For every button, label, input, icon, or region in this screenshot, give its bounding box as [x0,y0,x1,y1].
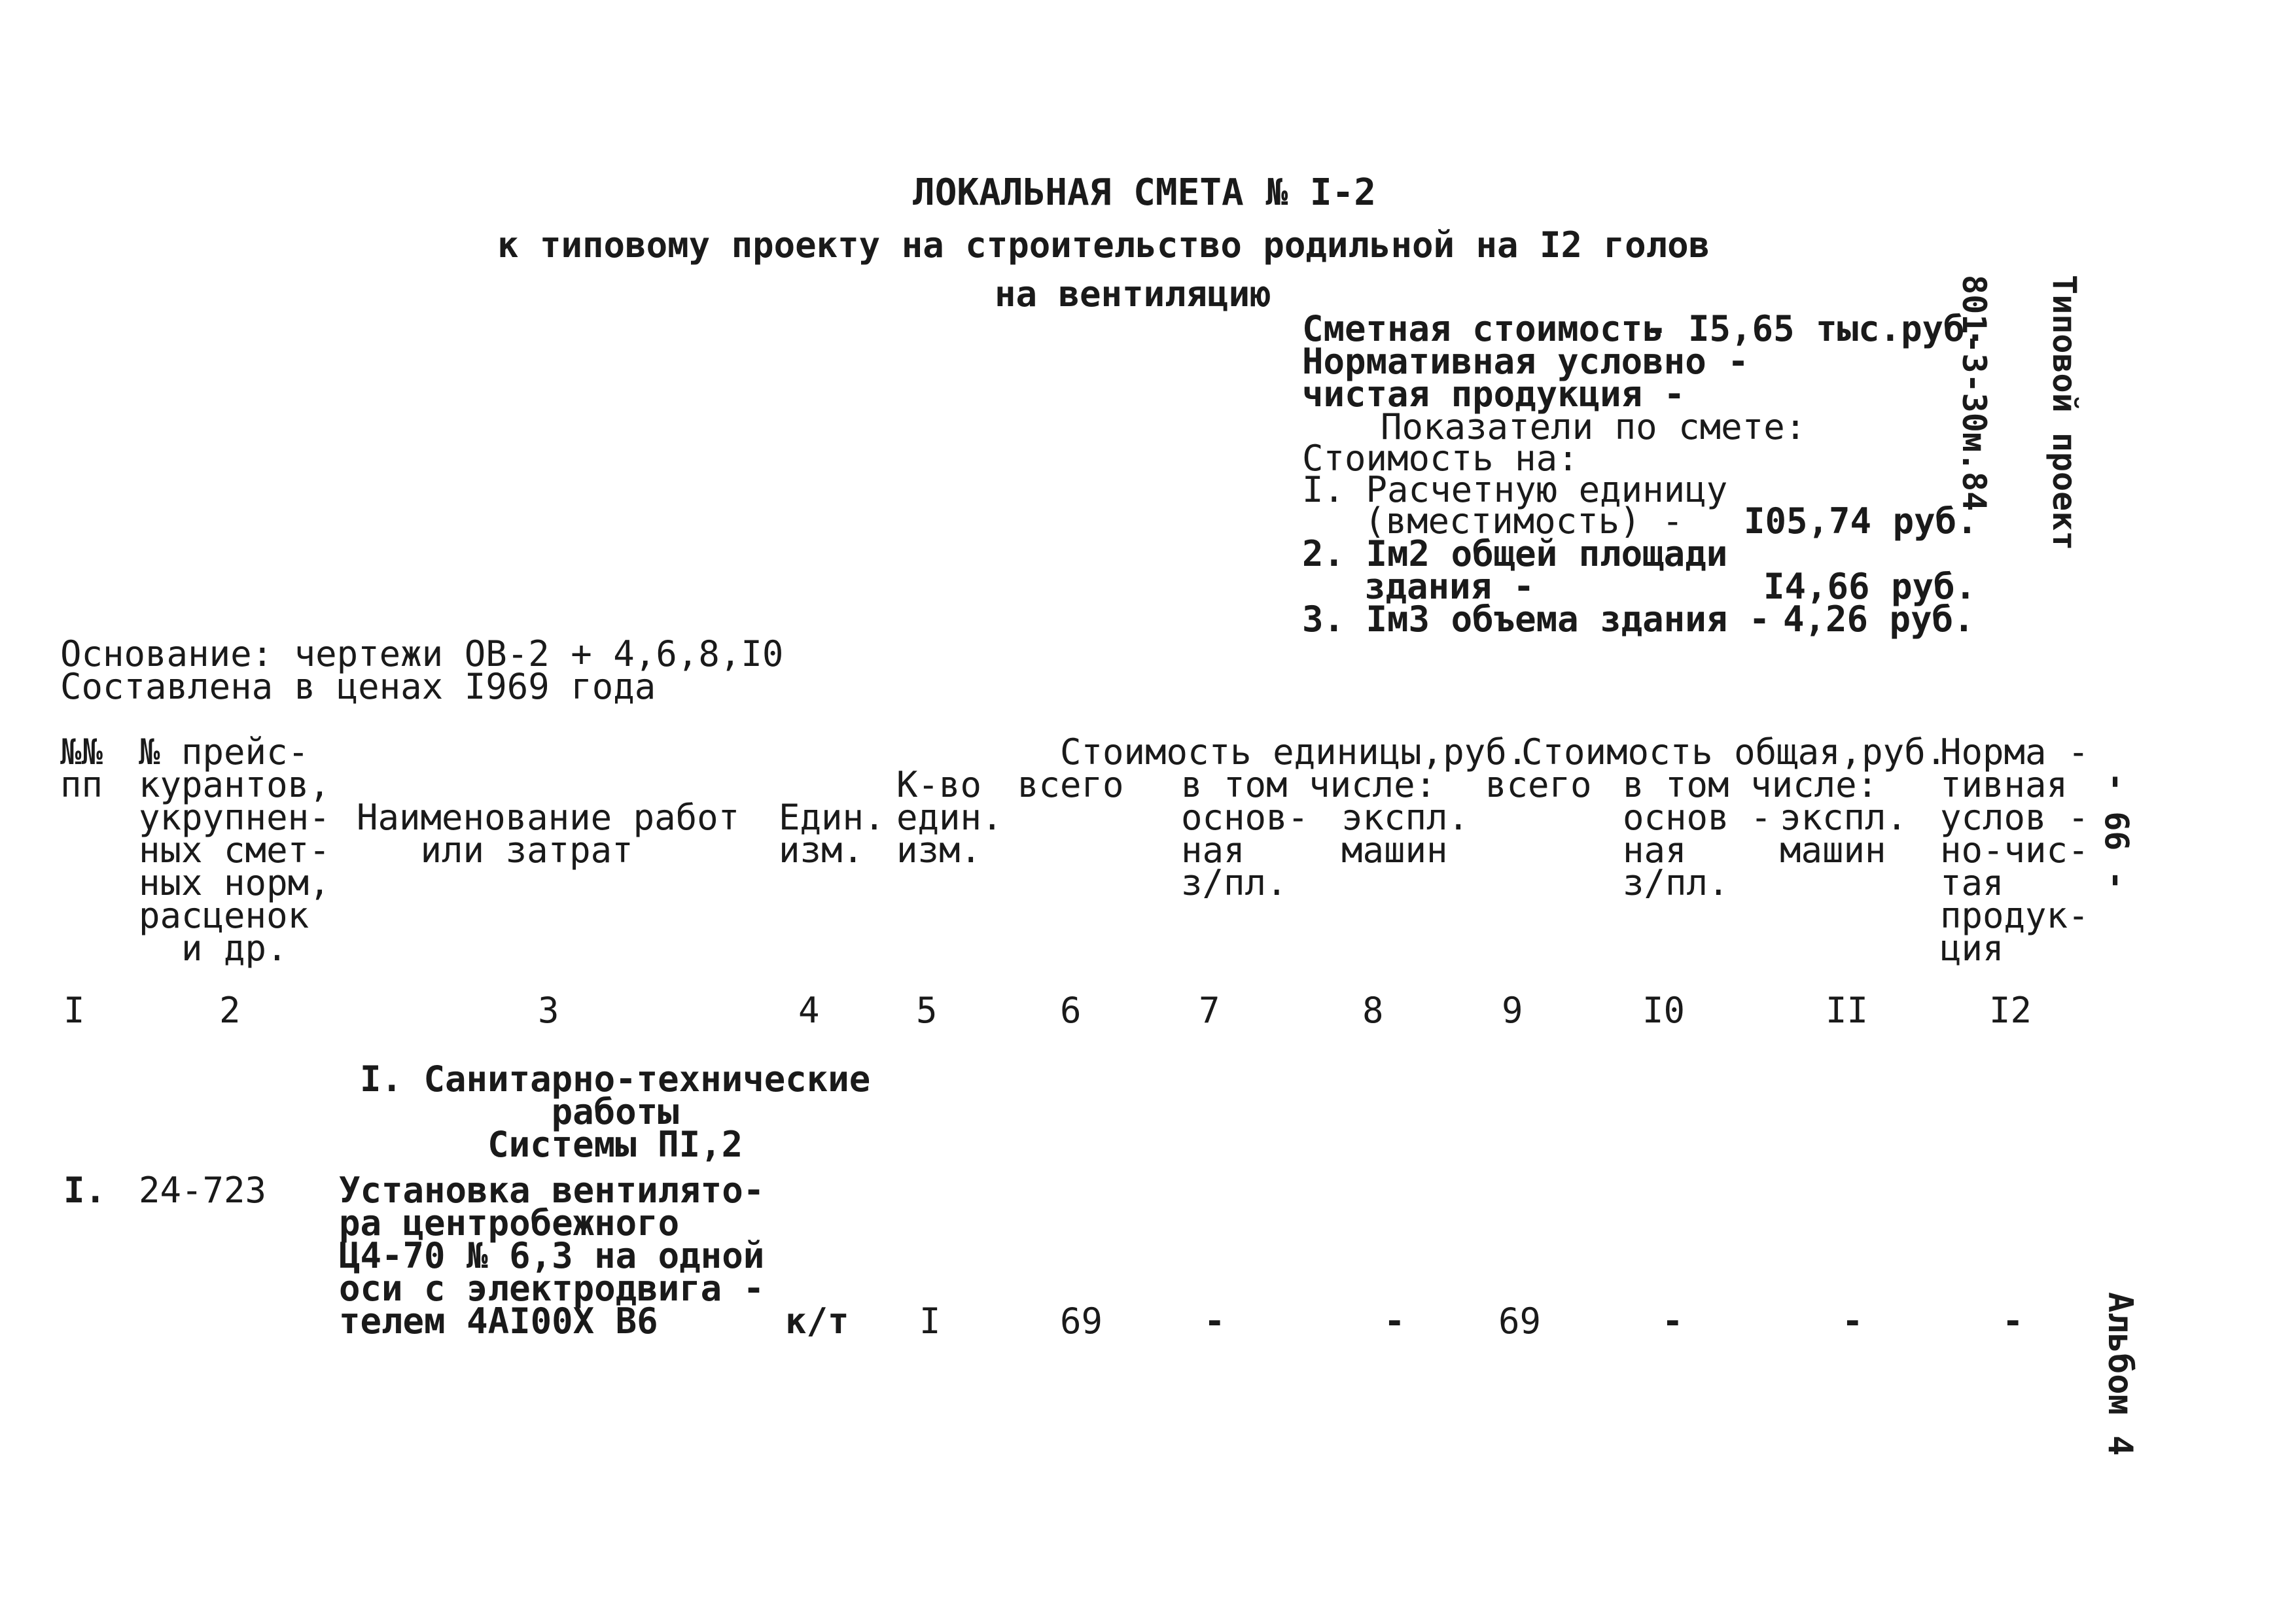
header-price-code: № прейс- курантов, укрупнен- ных смет- ных норм, расценок и др. [139,731,330,969]
header-total-machines: экспл. машин [1780,797,1908,871]
document-title: ЛОКАЛЬНАЯ СМЕТА № I-2 [913,171,1377,214]
col-number: 5 [916,990,938,1031]
header-total-wage: основ - ная з/пл. [1623,797,1772,903]
header-unit-machines: экспл. машин [1341,797,1470,871]
col-number: 2 [219,990,241,1031]
header-row-number: №№ пп [60,731,103,805]
row-total-wage: - [1662,1300,1684,1342]
row-unit-machines: - [1384,1300,1405,1342]
header-quantity: К-во един. изм. [896,764,1003,871]
row-work-name: Установка вентилято- ра центробежного Ц4-70 № 6,3 на одной оси с электродвига - телем 4АI00Х В6 [339,1170,765,1342]
row-quantity: I [919,1300,941,1342]
col-number: 8 [1362,990,1384,1031]
header-unit: Един. изм. [779,797,885,871]
indicators-heading: Показатели по смете: [1381,406,1807,447]
indicator-2-line-1: 2. Iм2 общей площади [1302,533,1728,574]
col-number: 6 [1060,990,1082,1031]
header-unit-wage: основ- ная з/пл. [1181,797,1309,903]
header-unit-cost-group: Стоимость единицы,руб. [1060,731,1528,773]
indicator-1-line-1: I. Расчетную единицу [1302,469,1728,510]
indicator-3-value: 4,26 руб. [1783,599,1975,640]
row-unit-total: 69 [1060,1300,1103,1342]
header-work-name: Наименование работ или затрат [357,797,740,871]
indicator-1-line-2: (вместимость) - [1364,500,1684,542]
indicator-2-line-2: здания - [1364,566,1535,607]
col-number: I0 [1642,990,1686,1031]
cost-value: - I5,65 тыс.руб. [1646,308,1987,349]
row-number: I. [63,1170,107,1211]
row-normative: - [2002,1300,2024,1342]
row-total-machines: - [1842,1300,1863,1342]
header-normative-product: Норма - тивная услов - но-чис- тая продук- ция [1940,731,2089,969]
row-total: 69 [1498,1300,1542,1342]
header-total: всего [1485,764,1592,805]
row-unit: к/т [785,1300,849,1342]
header-unit-included: в том числе: [1181,764,1437,805]
header-unit-total: всего [1017,764,1124,805]
row-price-code: 24-723 [139,1170,267,1211]
col-number: II [1826,990,1869,1031]
row-unit-wage: - [1204,1300,1226,1342]
col-number: 9 [1502,990,1523,1031]
basis-line: Основание: чертежи ОВ-2 + 4,6,8,I0 [60,633,784,674]
indicator-3-line-1: 3. Iм3 объема здания - [1302,599,1771,640]
col-number: I2 [1989,990,2032,1031]
indicator-2-value: I4,66 руб. [1763,566,1977,607]
album-label: Альбом 4 [2100,1292,2140,1456]
cost-for-label: Стоимость на: [1302,438,1579,479]
page-number: - 66 - [2098,772,2136,890]
col-number: 4 [798,990,820,1031]
prices-line: Составлена в ценах I969 года [60,666,656,707]
normative-line-1: Нормативная условно - [1302,341,1749,382]
cost-label: Сметная стоимость [1302,308,1664,349]
side-stamp-line-2: 801-3-30м.84 [1955,275,1993,512]
normative-line-2: чистая продукция - [1302,374,1686,415]
col-number: 3 [538,990,559,1031]
header-total-included: в том числе: [1623,764,1879,805]
col-number: I [63,990,85,1031]
col-number: 7 [1199,990,1220,1031]
side-stamp-line-1: Типовой проект [2045,275,2083,551]
document-subtitle: к типовому проекту на строительство родильной на I2 голов [497,224,1710,266]
section-title: I. Санитарно-технические работы Системы ПI,2 [360,1058,871,1165]
side-stamp-project [1929,275,2140,550]
indicator-1-value: I05,74 руб. [1744,500,1978,542]
header-total-cost-group: Стоимость общая,руб. [1521,731,1947,773]
document-subtitle-2: на вентиляцию [995,273,1271,315]
